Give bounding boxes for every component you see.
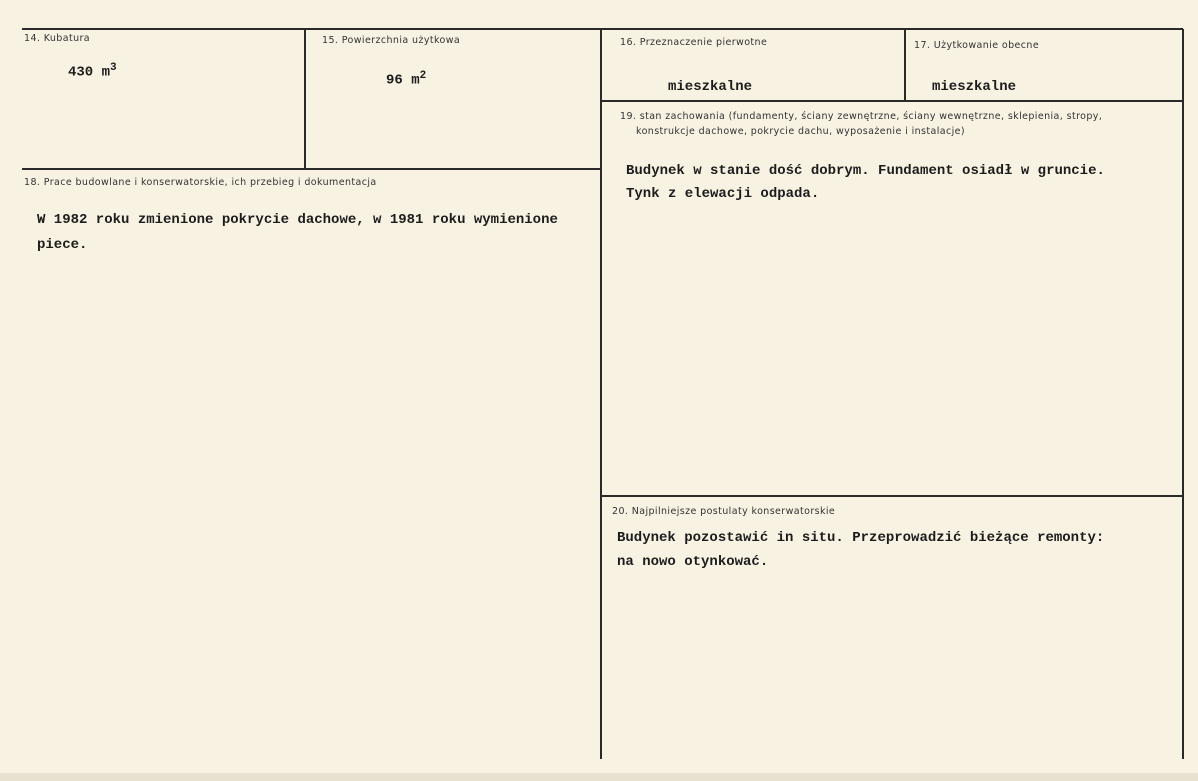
postulaty-text-line1: Budynek pozostawić in situ. Przeprowadzić bieżące remonty:	[617, 530, 1105, 546]
line-under-16-17	[601, 100, 1183, 102]
przeznaczenie-label: 16. Przeznaczenie pierwotne	[620, 37, 768, 48]
prace-label: 18. Prace budowlane i konserwatorskie, ich przebieg i dokumentacja	[24, 177, 377, 188]
card-bottom-edge	[0, 773, 1198, 781]
postulaty-label: 20. Najpilniejsze postulaty konserwatorskie	[612, 506, 836, 517]
powierzchnia-value	[386, 70, 426, 89]
stan-text-line2: Tynk z elewacji odpada.	[626, 186, 820, 202]
kubatura-exponent: 3	[110, 62, 117, 74]
powierzchnia-exponent: 2	[419, 70, 427, 82]
stan-label-line2: konstrukcje dachowe, pokrycie dachu, wyposażenie i instalacje)	[636, 126, 965, 137]
right-border	[1182, 29, 1184, 759]
stan-label-line1: 19. stan zachowania (fundamenty, ściany zewnętrzne, ściany wewnętrzne, sklepienia, stropy,	[620, 111, 1103, 122]
uzytkowanie-value: mieszkalne	[932, 79, 1017, 95]
powierzchnia-label: 15. Powierzchnia użytkowa	[322, 35, 461, 46]
divider-main	[600, 29, 602, 759]
stan-text-line1: Budynek w stanie dość dobrym. Fundament osiadł w gruncie.	[626, 163, 1105, 179]
divider-14-15	[304, 29, 306, 169]
przeznaczenie-value: mieszkalne	[668, 79, 753, 95]
kubatura-label: 14. Kubatura	[24, 33, 91, 44]
postulaty-text-line2: na nowo otynkować.	[617, 554, 769, 570]
uzytkowanie-label: 17. Użytkowanie obecne	[914, 40, 1040, 51]
line-under-19	[601, 495, 1183, 497]
powierzchnia-number: 96 m	[386, 72, 420, 89]
kubatura-value	[68, 62, 117, 81]
line-under-14-15	[22, 168, 601, 170]
prace-text-line2: piece.	[37, 237, 88, 253]
kubatura-number: 430 m	[68, 64, 111, 81]
top-border	[22, 28, 1183, 30]
prace-text-line1: W 1982 roku zmienione pokrycie dachowe, w 1981 roku wymienione	[37, 212, 558, 228]
divider-16-17	[904, 29, 906, 101]
